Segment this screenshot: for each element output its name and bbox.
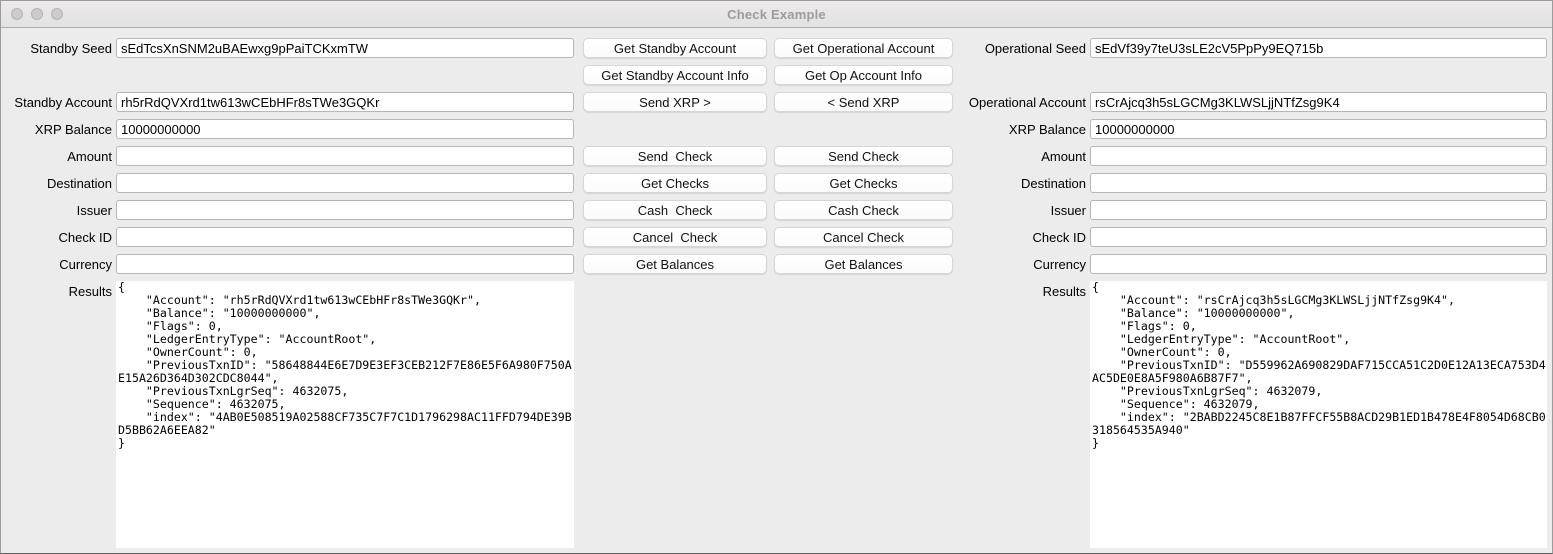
- operational-issuer-field[interactable]: [1090, 200, 1547, 220]
- standby-account-label: Standby Account: [14, 94, 112, 110]
- standby-amount-label: Amount: [67, 148, 112, 164]
- get-standby-account-button[interactable]: Get Standby Account: [583, 38, 767, 58]
- standby-destination-label: Destination: [46, 175, 112, 191]
- operational-account-field[interactable]: [1090, 92, 1547, 112]
- close-button[interactable]: [11, 8, 23, 20]
- standby-get-balances-button[interactable]: Get Balances: [583, 254, 767, 274]
- standby-destination-field[interactable]: [116, 173, 574, 193]
- operational-check-id-label: Check ID: [1032, 229, 1086, 245]
- get-op-account-info-button[interactable]: Get Op Account Info: [774, 65, 953, 85]
- operational-get-balances-button[interactable]: Get Balances: [774, 254, 953, 274]
- operational-results-label: Results: [1042, 284, 1086, 299]
- standby-cancel-check-button[interactable]: Cancel Check: [583, 227, 767, 247]
- operational-send-check-button[interactable]: Send Check: [774, 146, 953, 166]
- traffic-lights: [11, 1, 63, 27]
- operational-destination-field[interactable]: [1090, 173, 1547, 193]
- standby-results-label: Results: [68, 284, 112, 299]
- standby-check-id-label: Check ID: [58, 229, 112, 245]
- operational-currency-label: Currency: [1033, 256, 1086, 272]
- standby-xrp-balance-label: XRP Balance: [34, 121, 112, 137]
- operational-amount-field[interactable]: [1090, 146, 1547, 166]
- operational-account-label: Operational Account: [968, 94, 1086, 110]
- standby-currency-label: Currency: [59, 256, 112, 272]
- title-bar[interactable]: [1, 1, 1552, 28]
- operational-seed-field[interactable]: [1090, 38, 1547, 58]
- operational-check-id-field[interactable]: [1090, 227, 1547, 247]
- operational-cash-check-button[interactable]: Cash Check: [774, 200, 953, 220]
- standby-get-checks-button[interactable]: Get Checks: [583, 173, 767, 193]
- zoom-button[interactable]: [51, 8, 63, 20]
- operational-results-textarea[interactable]: [1090, 281, 1547, 548]
- operational-amount-label: Amount: [1041, 148, 1086, 164]
- standby-issuer-field[interactable]: [116, 200, 574, 220]
- operational-seed-label: Operational Seed: [984, 40, 1086, 56]
- operational-issuer-label: Issuer: [1050, 202, 1086, 218]
- main-content: [1, 28, 1552, 554]
- standby-send-xrp-button[interactable]: Send XRP >: [583, 92, 767, 112]
- standby-account-field[interactable]: [116, 92, 574, 112]
- standby-seed-field[interactable]: [116, 38, 574, 58]
- standby-check-id-field[interactable]: [116, 227, 574, 247]
- minimize-button[interactable]: [31, 8, 43, 20]
- operational-destination-label: Destination: [1020, 175, 1086, 191]
- operational-xrp-balance-label: XRP Balance: [1008, 121, 1086, 137]
- standby-seed-label: Standby Seed: [30, 40, 112, 56]
- window-title: Check Example: [727, 6, 826, 22]
- operational-get-checks-button[interactable]: Get Checks: [774, 173, 953, 193]
- standby-send-check-button[interactable]: Send Check: [583, 146, 767, 166]
- standby-issuer-label: Issuer: [76, 202, 112, 218]
- operational-send-xrp-button[interactable]: < Send XRP: [774, 92, 953, 112]
- standby-results-textarea[interactable]: [116, 281, 574, 548]
- standby-xrp-balance-field[interactable]: [116, 119, 574, 139]
- operational-xrp-balance-field[interactable]: [1090, 119, 1547, 139]
- standby-amount-field[interactable]: [116, 146, 574, 166]
- standby-cash-check-button[interactable]: Cash Check: [583, 200, 767, 220]
- get-standby-account-info-button[interactable]: Get Standby Account Info: [583, 65, 767, 85]
- standby-currency-field[interactable]: [116, 254, 574, 274]
- operational-currency-field[interactable]: [1090, 254, 1547, 274]
- operational-cancel-check-button[interactable]: Cancel Check: [774, 227, 953, 247]
- get-operational-account-button[interactable]: Get Operational Account: [774, 38, 953, 58]
